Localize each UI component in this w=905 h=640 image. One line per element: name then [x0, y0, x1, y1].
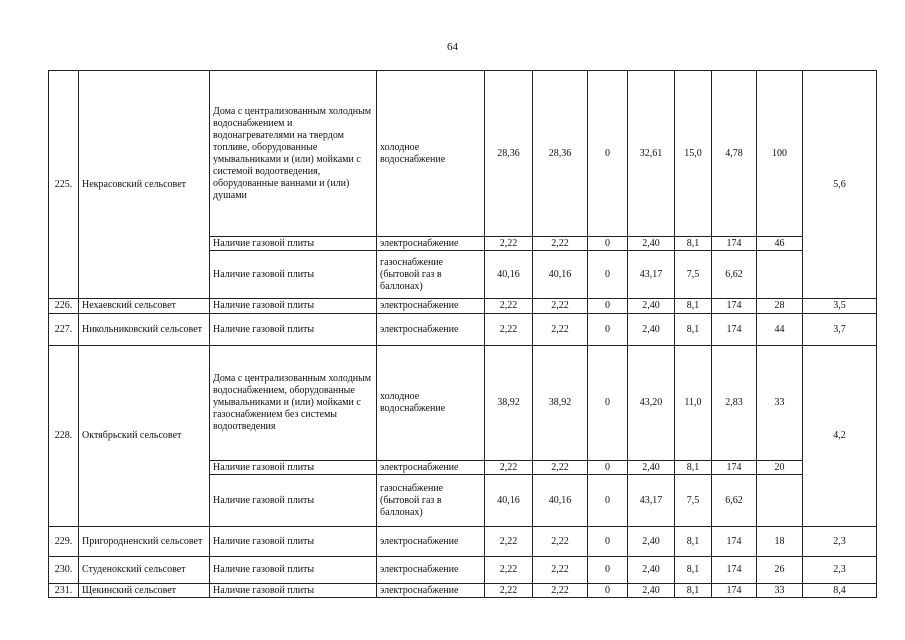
value-cell: 0: [588, 461, 628, 475]
value-cell: 2,22: [533, 527, 588, 557]
value-cell: 18: [757, 527, 803, 557]
value-cell: 0: [588, 557, 628, 584]
row-number: 228.: [49, 346, 79, 527]
service-type: электроснабжение: [377, 584, 485, 598]
value-cell: 174: [712, 299, 757, 314]
service-type: холодное водоснабжение: [377, 71, 485, 237]
total-cell: 4,2: [803, 346, 877, 527]
row-number: 225.: [49, 71, 79, 299]
building-type: Наличие газовой плиты: [210, 237, 377, 251]
value-cell: 2,22: [485, 527, 533, 557]
value-cell: 2,22: [485, 461, 533, 475]
building-type: Наличие газовой плиты: [210, 527, 377, 557]
value-cell: 33: [757, 346, 803, 461]
value-cell: 174: [712, 557, 757, 584]
value-cell: 40,16: [533, 475, 588, 527]
value-cell: 2,22: [485, 557, 533, 584]
value-cell: 174: [712, 237, 757, 251]
total-cell: 3,7: [803, 314, 877, 346]
value-cell: 6,62: [712, 251, 757, 299]
value-cell: 0: [588, 237, 628, 251]
value-cell: 2,40: [628, 557, 675, 584]
service-type: газоснабжение (бытовой газ в баллонах): [377, 475, 485, 527]
tariff-table: [48, 70, 877, 598]
table-row: [49, 584, 877, 598]
value-cell: 0: [588, 584, 628, 598]
building-type: Дома с централизованным холодным водоснабжением, оборудованные умывальниками и (или) мойками с газоснабжением без системы водоотведения: [210, 346, 377, 461]
value-cell: 0: [588, 475, 628, 527]
value-cell: 32,61: [628, 71, 675, 237]
value-cell: 6,62: [712, 475, 757, 527]
value-cell: 2,83: [712, 346, 757, 461]
value-cell: 4,78: [712, 71, 757, 237]
value-cell: 8,1: [675, 584, 712, 598]
value-cell: 46: [757, 237, 803, 251]
building-type: Наличие газовой плиты: [210, 314, 377, 346]
value-cell: 20: [757, 461, 803, 475]
value-cell: 174: [712, 527, 757, 557]
value-cell: 174: [712, 461, 757, 475]
value-cell: 2,22: [485, 237, 533, 251]
value-cell: 0: [588, 71, 628, 237]
value-cell: 0: [588, 346, 628, 461]
service-type: холодное водоснабжение: [377, 346, 485, 461]
value-cell: 33: [757, 584, 803, 598]
service-type: электроснабжение: [377, 314, 485, 346]
table-row: [49, 527, 877, 557]
settlement-name: Некрасовский сельсовет: [79, 71, 210, 299]
value-cell: 2,22: [533, 314, 588, 346]
value-cell: 8,1: [675, 314, 712, 346]
value-cell: 0: [588, 251, 628, 299]
value-cell: [757, 251, 803, 299]
value-cell: 28,36: [485, 71, 533, 237]
value-cell: 2,40: [628, 237, 675, 251]
service-type: электроснабжение: [377, 557, 485, 584]
value-cell: 43,17: [628, 251, 675, 299]
row-number: 227.: [49, 314, 79, 346]
value-cell: 43,17: [628, 475, 675, 527]
table-row: [49, 299, 877, 314]
settlement-name: Октябрьский сельсовет: [79, 346, 210, 527]
page-number: 64: [447, 41, 458, 53]
value-cell: 11,0: [675, 346, 712, 461]
value-cell: 7,5: [675, 251, 712, 299]
value-cell: 15,0: [675, 71, 712, 237]
total-cell: 2,3: [803, 557, 877, 584]
value-cell: 2,40: [628, 299, 675, 314]
service-type: электроснабжение: [377, 461, 485, 475]
table-row: [49, 71, 877, 237]
row-number: 229.: [49, 527, 79, 557]
service-type: электроснабжение: [377, 237, 485, 251]
value-cell: 174: [712, 584, 757, 598]
value-cell: 2,22: [533, 299, 588, 314]
total-cell: 2,3: [803, 527, 877, 557]
building-type: Наличие газовой плиты: [210, 299, 377, 314]
value-cell: 2,22: [485, 299, 533, 314]
value-cell: 8,1: [675, 527, 712, 557]
value-cell: 8,1: [675, 557, 712, 584]
service-type: газоснабжение (бытовой газ в баллонах): [377, 251, 485, 299]
building-type: Дома с централизованным холодным водоснабжением и водонагревателями на твердом топливе, оборудованные умывальниками и (или) мойками с системой водоотведения, оборудованные ваннами и (или) душами: [210, 71, 377, 237]
settlement-name: Щекинский сельсовет: [79, 584, 210, 598]
value-cell: [757, 475, 803, 527]
value-cell: 2,22: [533, 461, 588, 475]
value-cell: 2,40: [628, 527, 675, 557]
settlement-name: Пригородненский сельсовет: [79, 527, 210, 557]
value-cell: 28: [757, 299, 803, 314]
value-cell: 44: [757, 314, 803, 346]
table-row: [49, 557, 877, 584]
value-cell: 2,22: [485, 584, 533, 598]
value-cell: 40,16: [485, 475, 533, 527]
value-cell: 43,20: [628, 346, 675, 461]
value-cell: 0: [588, 527, 628, 557]
value-cell: 2,40: [628, 461, 675, 475]
table-row: [49, 346, 877, 461]
value-cell: 8,1: [675, 299, 712, 314]
value-cell: 40,16: [533, 251, 588, 299]
total-cell: 8,4: [803, 584, 877, 598]
value-cell: 2,22: [533, 237, 588, 251]
value-cell: 174: [712, 314, 757, 346]
settlement-name: Нехаевский сельсовет: [79, 299, 210, 314]
value-cell: 38,92: [533, 346, 588, 461]
settlement-name: Никольниковский сельсовет: [79, 314, 210, 346]
value-cell: 26: [757, 557, 803, 584]
settlement-name: Студенокский сельсовет: [79, 557, 210, 584]
value-cell: 40,16: [485, 251, 533, 299]
value-cell: 100: [757, 71, 803, 237]
value-cell: 0: [588, 299, 628, 314]
building-type: Наличие газовой плиты: [210, 475, 377, 527]
building-type: Наличие газовой плиты: [210, 461, 377, 475]
value-cell: 2,40: [628, 584, 675, 598]
table-row: [49, 314, 877, 346]
value-cell: 2,22: [533, 584, 588, 598]
value-cell: 38,92: [485, 346, 533, 461]
value-cell: 2,22: [485, 314, 533, 346]
value-cell: 2,40: [628, 314, 675, 346]
building-type: Наличие газовой плиты: [210, 584, 377, 598]
building-type: Наличие газовой плиты: [210, 557, 377, 584]
row-number: 226.: [49, 299, 79, 314]
row-number: 230.: [49, 557, 79, 584]
total-cell: 3,5: [803, 299, 877, 314]
value-cell: 0: [588, 314, 628, 346]
total-cell: 5,6: [803, 71, 877, 299]
row-number: 231.: [49, 584, 79, 598]
value-cell: 28,36: [533, 71, 588, 237]
value-cell: 8,1: [675, 237, 712, 251]
value-cell: 8,1: [675, 461, 712, 475]
service-type: электроснабжение: [377, 299, 485, 314]
value-cell: 7,5: [675, 475, 712, 527]
building-type: Наличие газовой плиты: [210, 251, 377, 299]
value-cell: 2,22: [533, 557, 588, 584]
service-type: электроснабжение: [377, 527, 485, 557]
